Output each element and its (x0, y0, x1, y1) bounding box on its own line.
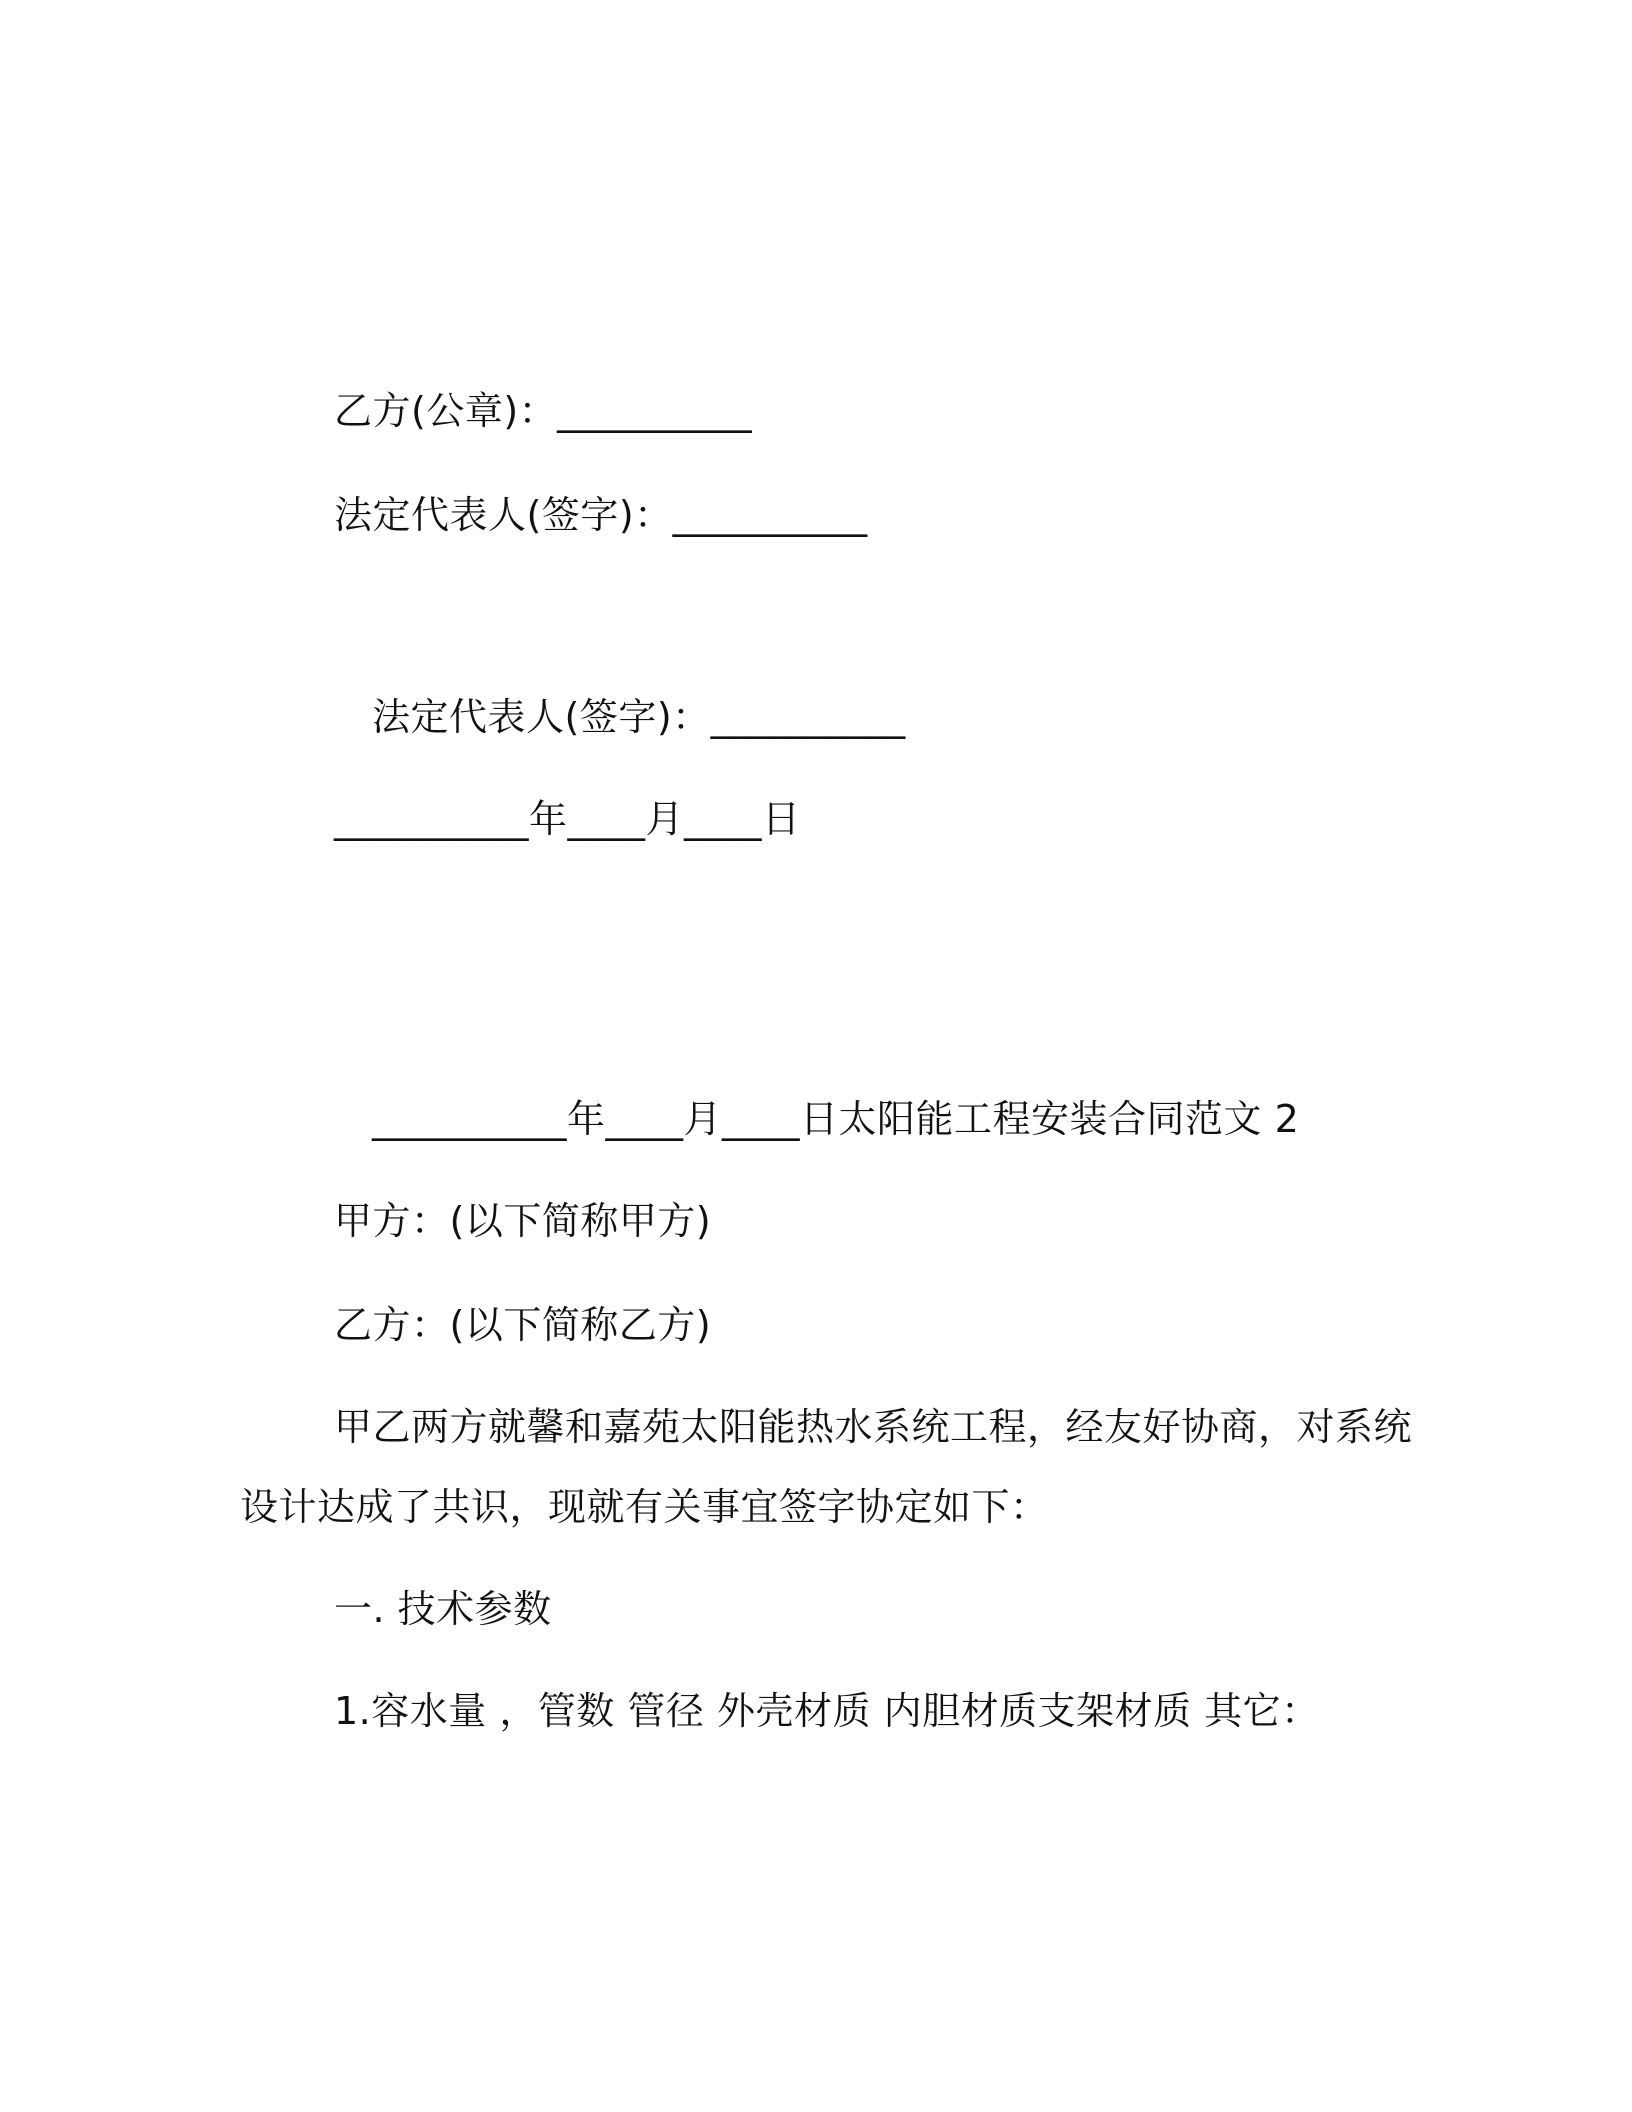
technical-item-1: 1.容水量 ，管数 管径 外壳材质 内胆材质支架材质 其它： (334, 1689, 1320, 1733)
party-b-seal-line: 乙方(公章)：__________ (334, 389, 753, 433)
legal-representative-line: 法定代表人(签字)：__________ (334, 493, 868, 537)
intro-paragraph-line-1: 甲乙两方就馨和嘉苑太阳能热水系统工程，经友好协商，对系统 (334, 1405, 1413, 1449)
contract-heading: __________年____月____日太阳能工程安装合同范文 2 (372, 1097, 1300, 1141)
section-heading-technical-parameters: 一. 技术参数 (334, 1587, 552, 1631)
intro-paragraph-line-2: 设计达成了共识，现就有关事宜签字协定如下： (240, 1485, 1049, 1529)
party-a-line: 甲方：(以下简称甲方) (334, 1199, 712, 1243)
party-b-line: 乙方：(以下简称乙方) (334, 1303, 712, 1347)
signature-date-line: __________年____月____日 (334, 797, 801, 841)
legal-representative-line-indented: 法定代表人(签字)：__________ (372, 695, 906, 739)
